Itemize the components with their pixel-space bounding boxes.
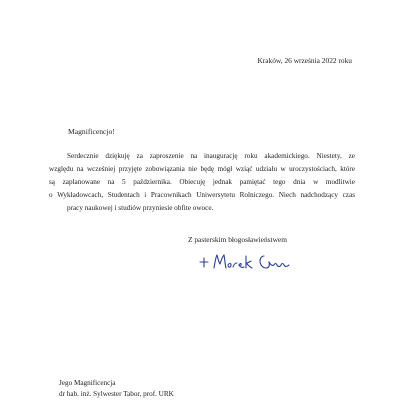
addressee-title: Jego Magnificencja [59, 379, 116, 387]
letter-body [49, 150, 355, 215]
handwritten-signature [194, 250, 298, 278]
place-date: Kraków, 26 września 2022 roku [257, 56, 352, 65]
body-line: o Wykładowcach, Studentach i Pracownikach Uniwersytetu Rolniczego. Niech nadchodzący czas [49, 191, 355, 199]
addressee-name: dr hab. inż. Sylwester Tabor, prof. URK [59, 390, 174, 398]
salutation: Magnificencjo! [68, 127, 115, 136]
body-line: Serdecznie dziękuję za zaproszenie na inaugurację roku akademickiego. Niestety, ze [67, 152, 355, 160]
body-line: względu na wcześniej przyjęte zobowiązania nie będę mógł wziąć udziału w uroczystościach, które [49, 165, 355, 173]
body-line: pracy naukowej i studiów przyniesie obfite owoce. [67, 204, 214, 212]
closing-phrase: Z pasterskim błogosławieństwem [188, 235, 287, 244]
addressee-block [59, 378, 174, 400]
body-line: są zaplanowane na 5 października. Obiecuję jednak pamiętać tego dnia w modlitwie [49, 178, 355, 186]
